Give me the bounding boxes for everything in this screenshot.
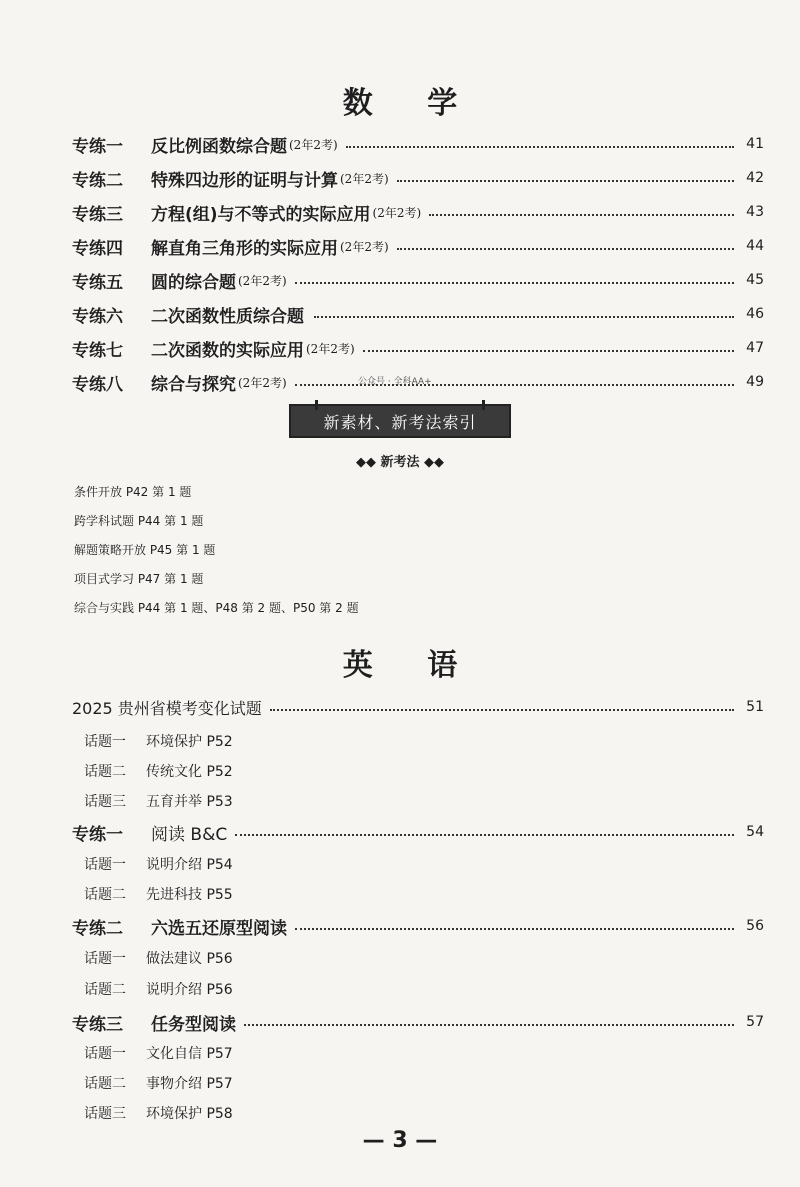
section-title: 阅读 B&C (151, 824, 228, 845)
topic-label: 话题二 (84, 764, 126, 780)
item-title: 解直角三角形的实际应用 (151, 238, 338, 259)
topic-text: 说明介绍 P54 (146, 857, 233, 873)
topic-label: 话题二 (84, 1076, 126, 1092)
page-number: 43 (746, 204, 764, 220)
page-number: 51 (746, 699, 764, 715)
topic-item[interactable] (84, 761, 233, 781)
english-section-3[interactable] (72, 913, 764, 939)
topic-label: 话题二 (84, 887, 126, 903)
item-label: 专练三 (72, 204, 123, 225)
item-tag: (2年2考) (340, 239, 389, 254)
section-title: 2025 贵州省模考变化试题 (72, 698, 262, 718)
math-item-1[interactable] (72, 132, 764, 156)
item-title: 二次函数的实际应用 (151, 340, 304, 361)
leader-dots (295, 282, 734, 284)
english-section-1[interactable] (72, 694, 764, 720)
page-footer-number: — 3 — (362, 1128, 438, 1153)
item-title: 反比例函数综合题 (151, 136, 287, 157)
item-label: 专练一 (72, 824, 123, 845)
section-title: 六选五还原型阅读 (151, 918, 287, 939)
leader-dots (346, 146, 734, 148)
math-item-2[interactable] (72, 166, 764, 190)
item-tag: (2年2考) (238, 273, 287, 288)
page-number: 45 (746, 272, 764, 288)
topic-item[interactable] (84, 854, 233, 874)
leader-dots (429, 214, 734, 216)
page-number: 46 (746, 306, 764, 322)
item-label: 专练七 (72, 340, 123, 361)
topic-label: 话题三 (84, 1106, 126, 1122)
item-tag: (2年2考) (289, 137, 338, 152)
topic-text: 环境保护 P58 (146, 1106, 233, 1122)
math-item-5[interactable] (72, 268, 764, 292)
page-number: 41 (746, 136, 764, 152)
topic-label: 话题一 (84, 857, 126, 873)
topic-text: 传统文化 P52 (146, 764, 233, 780)
index-subhead: ◆◆ 新考法 ◆◆ (355, 455, 445, 470)
page-number: 42 (746, 170, 764, 186)
item-title: 方程(组)与不等式的实际应用 (151, 204, 371, 225)
topic-text: 事物介绍 P57 (146, 1076, 233, 1092)
math-item-6[interactable] (72, 302, 764, 326)
index-banner: 新素材、新考法索引 (289, 404, 511, 438)
item-title: 二次函数性质综合题 (151, 306, 304, 327)
leader-dots (397, 180, 734, 182)
leader-dots (295, 928, 734, 930)
math-item-3[interactable] (72, 200, 764, 224)
topic-label: 话题二 (84, 982, 126, 998)
item-label: 专练八 (72, 374, 123, 395)
topic-item[interactable] (84, 979, 233, 999)
item-label: 专练二 (72, 918, 123, 939)
topic-text: 环境保护 P52 (146, 734, 233, 750)
watermark-text: 公众号 · 全科AA+ (358, 377, 432, 387)
topic-text: 先进科技 P55 (146, 887, 233, 903)
page-number: 54 (746, 824, 764, 840)
item-label: 专练一 (72, 136, 123, 157)
leader-dots (363, 350, 734, 352)
item-title: 圆的综合题 (151, 272, 236, 293)
item-title: 特殊四边形的证明与计算 (151, 170, 338, 191)
item-tag: (2年2考) (372, 205, 422, 220)
page-number: 44 (746, 238, 764, 254)
english-section-4[interactable] (72, 1009, 764, 1035)
topic-text: 文化自信 P57 (146, 1046, 233, 1062)
item-label: 专练四 (72, 238, 123, 259)
page-number: 47 (746, 340, 764, 356)
topic-item[interactable] (84, 731, 233, 751)
topic-label: 话题一 (84, 1046, 126, 1062)
topic-text: 五育并举 P53 (146, 794, 233, 810)
item-tag: (2年2考) (238, 375, 287, 390)
index-entry[interactable]: 跨学科试题 P44 第 1 题 (74, 514, 204, 528)
topic-label: 话题三 (84, 794, 126, 810)
item-label: 专练五 (72, 272, 123, 293)
item-tag: (2年2考) (340, 171, 389, 186)
leader-dots (270, 709, 734, 711)
item-title: 综合与探究 (151, 374, 236, 395)
topic-text: 做法建议 P56 (146, 951, 233, 967)
section-title: 任务型阅读 (151, 1014, 236, 1035)
topic-item[interactable] (84, 1073, 233, 1093)
item-label: 专练三 (72, 1014, 123, 1035)
topic-item[interactable] (84, 791, 233, 811)
math-item-7[interactable] (72, 336, 764, 360)
math-title: 数 学 (342, 86, 480, 121)
page-number: 57 (746, 1014, 764, 1030)
topic-label: 话题一 (84, 951, 126, 967)
english-section-2[interactable] (72, 819, 764, 845)
leader-dots (397, 248, 734, 250)
leader-dots (244, 1024, 734, 1026)
item-label: 专练六 (72, 306, 123, 327)
index-entry[interactable]: 解题策略开放 P45 第 1 题 (74, 543, 216, 557)
topic-text: 说明介绍 P56 (146, 982, 233, 998)
topic-item[interactable] (84, 1103, 233, 1123)
leader-dots (314, 316, 734, 318)
leader-dots (235, 834, 734, 836)
item-tag: (2年2考) (306, 341, 355, 356)
index-entry[interactable]: 综合与实践 P44 第 1 题、P48 第 2 题、P50 第 2 题 (74, 601, 359, 615)
index-entry[interactable]: 项目式学习 P47 第 1 题 (74, 572, 204, 586)
item-label: 专练二 (72, 170, 123, 191)
topic-label: 话题一 (84, 734, 126, 750)
page-number: 56 (746, 918, 764, 934)
english-title: 英 语 (342, 648, 480, 683)
topic-item[interactable] (84, 884, 233, 904)
topic-item[interactable] (84, 1043, 233, 1063)
index-entry[interactable]: 条件开放 P42 第 1 题 (74, 485, 192, 499)
page-number: 49 (746, 374, 764, 390)
math-item-4[interactable] (72, 234, 764, 258)
topic-item[interactable] (84, 948, 233, 968)
